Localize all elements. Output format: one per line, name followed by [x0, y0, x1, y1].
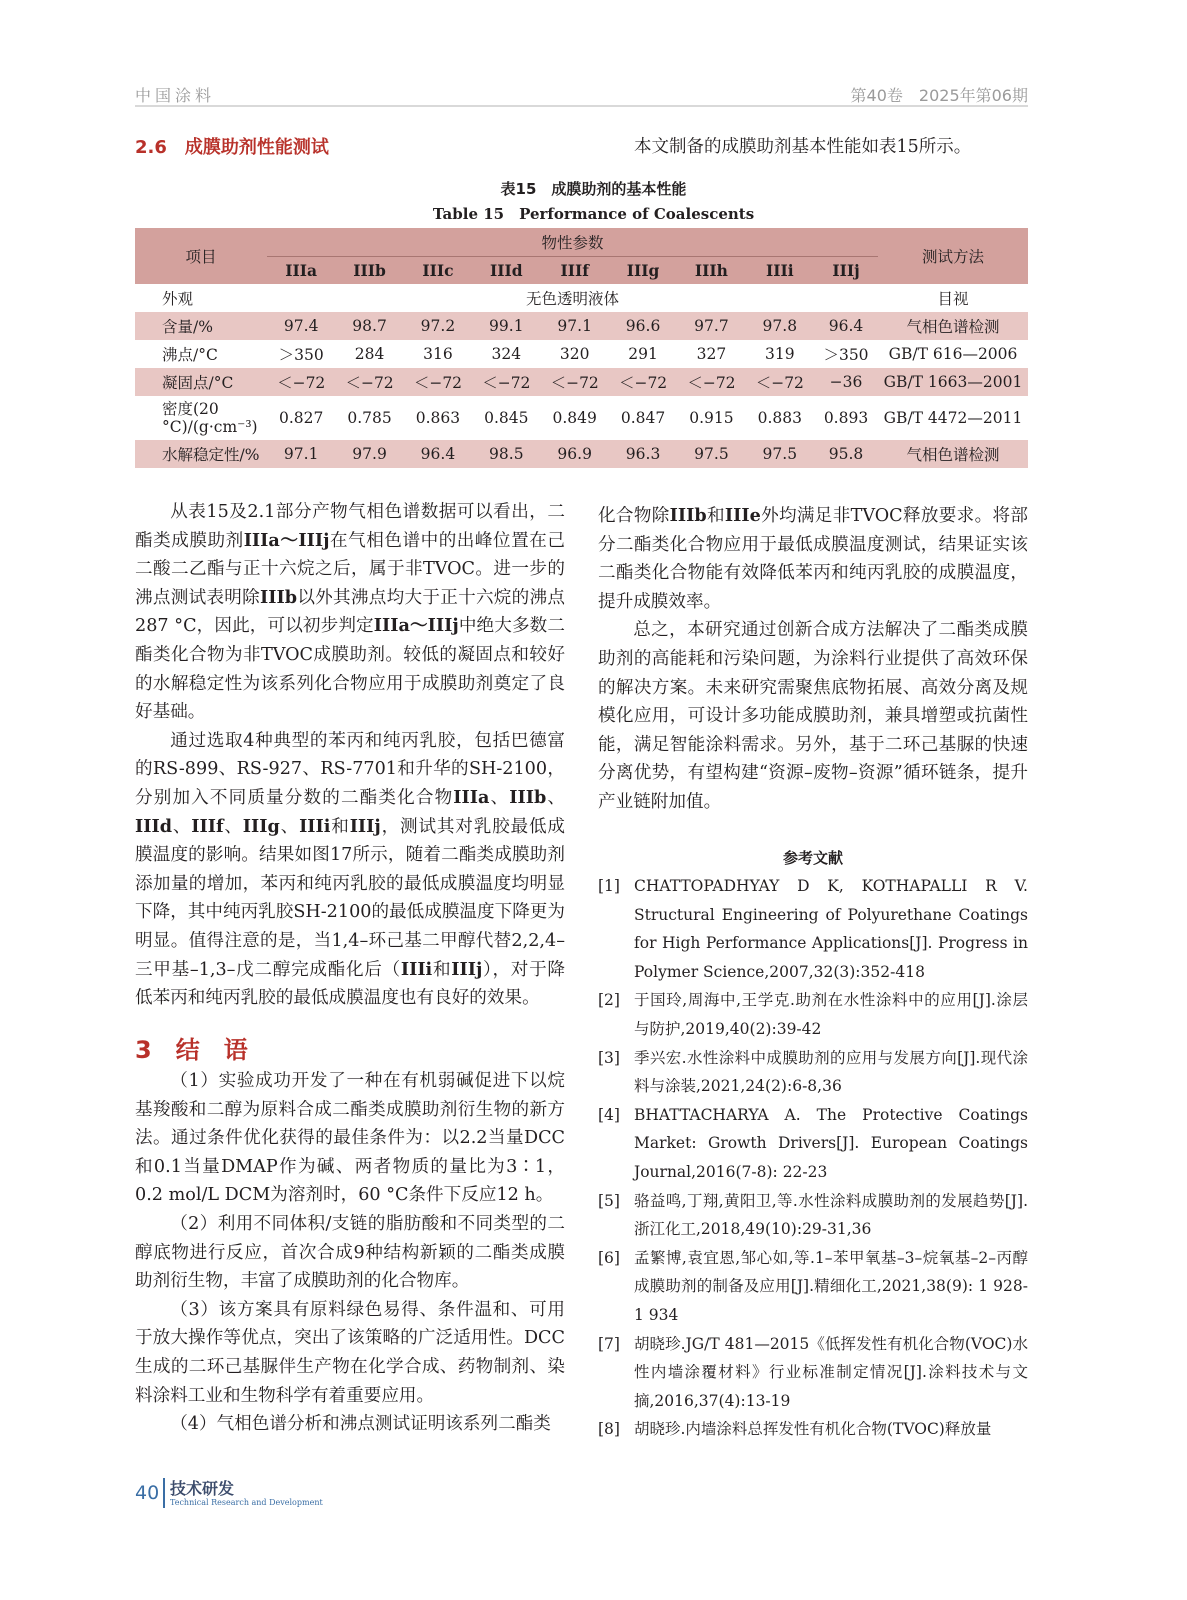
cell-value: 97.5	[746, 440, 814, 468]
cell-value: −36	[814, 368, 878, 396]
header-divider	[135, 105, 1028, 107]
reference-text: 季兴宏.水性涂料中成膜助剂的应用与发展方向[J].现代涂料与涂装,2021,24(2):6-8,36	[634, 1048, 1028, 1096]
cell-value: 324	[491, 345, 522, 363]
table-row	[135, 440, 1028, 468]
reference-item	[598, 872, 1028, 986]
row-method: GB/T 4472—2011	[883, 409, 1023, 427]
reference-number: [8]	[598, 1420, 620, 1439]
cell-value: ＜−72	[404, 368, 472, 396]
table-row	[135, 368, 1028, 396]
cell-value: 319	[765, 345, 795, 363]
header-item: 项目	[135, 228, 267, 284]
cell-value: ＜−72	[472, 368, 540, 396]
reference-text: 胡晓珍.内墙涂料总挥发性有机化合物(TVOC)释放量	[634, 1420, 992, 1439]
footer-bar	[163, 1478, 165, 1508]
cell-value: ＜−72	[335, 368, 403, 396]
page-number: 40	[135, 1482, 160, 1504]
reference-item	[598, 1101, 1028, 1187]
cell-value: ＜−72	[609, 368, 677, 396]
paragraph	[598, 616, 1028, 816]
cell-value: 316	[423, 345, 453, 363]
reference-number: [5]	[598, 1191, 620, 1210]
reference-item	[598, 1330, 1028, 1416]
paragraph	[135, 1067, 565, 1210]
row-label: 含量/%	[135, 312, 267, 340]
row-label: 密度(20 °C)/(g·cm⁻³)	[162, 400, 258, 436]
cell-value: 96.9	[541, 440, 609, 468]
conclusion-body	[135, 1067, 565, 1439]
cell-value: 97.1	[541, 312, 609, 340]
cell-value: 98.7	[335, 312, 403, 340]
cell-value: ＞350	[823, 346, 869, 364]
reference-text: 于国玲,周海中,王学克.助剂在水性涂料中的应用[J].涂层与防护,2019,40(2):39-42	[634, 991, 1028, 1038]
compound-label: IIIg	[242, 815, 280, 837]
text-run: 、	[546, 787, 565, 808]
row-method: 气相色谱检测	[878, 312, 1028, 340]
compound-label: IIIi	[400, 958, 433, 980]
text-run: （3）该方案具有原料绿色易得、条件温和、可用于放大操作等优点，突出了该策略的广泛适用性。DCC生成的二环己基脲伴生产物在化学合成、药物制剂、染料涂料工业和生物科学有着重要应用。	[135, 1299, 565, 1406]
table-caption-cn: 表15 成膜助剂的基本性能	[500, 180, 687, 198]
text-run: 和	[432, 959, 452, 980]
compound-label: IIIa～IIIj	[243, 529, 330, 551]
compound-label: IIIb	[509, 786, 547, 808]
cell-value: 0.915	[689, 409, 734, 427]
cell-value: 320	[559, 345, 590, 363]
paragraph	[598, 502, 1028, 616]
cell-value: 96.4	[404, 440, 472, 468]
text-run: 通过选取4种典型的苯丙和纯丙乳胶，包括巴德富的RS-899、RS-927、RS-7701和升华的SH-2100，分别加入不同质量分数的二酯类化合物	[135, 730, 565, 808]
cell-value: 97.1	[267, 440, 335, 468]
cell-value: 96.3	[609, 440, 677, 468]
cell-value: ＞350	[278, 346, 324, 364]
references-list	[598, 872, 1028, 1444]
cell-value: 96.6	[609, 312, 677, 340]
row-method: GB/T 616—2006	[888, 345, 1018, 363]
row-label: 凝固点/°C	[135, 368, 267, 396]
reference-number: [1]	[598, 877, 620, 895]
cell-value: 96.4	[814, 312, 878, 340]
cell-value: 0.863	[415, 409, 461, 427]
text-run: ，测试其对乳胶最低成膜温度的影响。结果如图17所示，随着二酯类成膜助剂添加量的增加，苯丙和纯丙乳胶的最低成膜温度均明显下降，其中纯丙乳胶SH-2100的最低成膜温度下降更为明显。值得注意的是，当1,4–环己基二甲醇代替2,2,4–三甲基–1,3–戊二醇完成酯化后（	[135, 816, 565, 980]
text-run: 在气相色谱中的出峰位置在己二酸二乙酯与正十六烷之后，属于非TVOC。进一步的沸点测试表明除	[135, 530, 565, 608]
appearance-label: 外观	[162, 290, 194, 308]
text-run: （1）实验成功开发了一种在有机弱碱促进下以烷基羧酸和二醇为原料合成二酯类成膜助剂衍生物的新方法。通过条件优化获得的最佳条件为：以2.2当量DCC和0.1当量DMAP作为碱、两者物质的量比为3∶1，0.2 mol/L DCM为溶剂时，60 °C条件下反应12 h。	[135, 1071, 565, 1206]
cell-value: 95.8	[814, 440, 878, 468]
cell-value: 99.1	[472, 312, 540, 340]
cell-value: 0.827	[279, 409, 324, 427]
compound-label: IIId	[135, 815, 172, 837]
cell-value: 97.4	[267, 312, 335, 340]
text-run: ），对于降低苯丙和纯丙乳胶的最低成膜温度也有良好的效果。	[135, 959, 566, 1009]
reference-item	[598, 1187, 1028, 1244]
text-run: （4）气相色谱分析和沸点测试证明该系列二酯类	[170, 1414, 551, 1435]
compound-header: IIIg	[609, 256, 677, 284]
reference-item	[598, 1244, 1028, 1330]
reference-text: CHATTOPADHYAY D K, KOTHAPALLI R V. Structural Engineering of Polyurethane Coatings for High Performance Applications[J]. Progress in Polymer Science,2007,32(3):352-418	[634, 877, 1028, 981]
appearance-method: 目视	[937, 290, 969, 308]
compound-header: IIIj	[814, 256, 878, 284]
cell-value: 0.883	[757, 409, 802, 427]
text-run: 、	[172, 816, 192, 837]
text-run: 和	[330, 816, 350, 837]
compound-header: IIId	[472, 256, 540, 284]
text-run: （2）利用不同体积/支链的脂肪酸和不同类型的二醇底物进行反应，首次合成9种结构新颖的二酯类成膜助剂衍生物，丰富了成膜助剂的化合物库。	[135, 1213, 565, 1292]
table-row	[135, 312, 1028, 340]
row-label: 水解稳定性/%	[135, 440, 267, 468]
compound-header: IIIc	[404, 256, 472, 284]
issue-info: 第40卷 2025年第06期	[850, 86, 1028, 105]
reference-text: 孟繁博,袁宜恩,邹心如,等.1–苯甲氧基–3–烷氧基–2–丙醇成膜助剂的制备及应用[J].精细化工,2021,38(9): 1 928-1 934	[634, 1248, 1028, 1324]
cell-value: 97.5	[677, 440, 745, 468]
cell-value: 291	[628, 345, 658, 363]
header-group: 物性参数	[267, 228, 878, 256]
reference-text: 骆益鸣,丁翔,黄阳卫,等.水性涂料成膜助剂的发展趋势[J].浙江化工,2018,49(10):29-31,36	[634, 1191, 1028, 1239]
reference-number: [4]	[598, 1105, 620, 1124]
compound-label: IIIe	[724, 505, 761, 526]
cell-value: 97.7	[677, 312, 745, 340]
references-title: 参考文献	[782, 849, 843, 867]
compound-label: IIIi	[299, 815, 331, 837]
cell-value: 0.849	[552, 409, 597, 427]
cell-value: 0.785	[347, 409, 392, 427]
compound-label: IIIf	[191, 815, 224, 837]
reference-text: BHATTACHARYA A. The Protective Coatings Market: Growth Drivers[J]. European Coatings Journal,2016(7-8): 22-23	[634, 1105, 1028, 1181]
text-run: 化合物除	[598, 506, 670, 526]
reference-item	[598, 1415, 1028, 1444]
reference-item	[598, 1044, 1028, 1101]
cell-value: 97.9	[335, 440, 403, 468]
compound-label: IIIb	[260, 586, 298, 608]
cell-value: ＜−72	[746, 368, 814, 396]
cell-value: ＜−72	[541, 368, 609, 396]
cell-value: 98.5	[472, 440, 540, 468]
text-run: 、	[279, 816, 300, 837]
paragraph	[135, 727, 565, 1013]
section-heading-2-6: 2.6 成膜助剂性能测试	[135, 137, 329, 158]
text-run: 、	[489, 787, 510, 808]
cell-value: ＜−72	[267, 368, 335, 396]
reference-item	[598, 986, 1028, 1043]
text-run: 以外其沸点均大于正十六烷的沸点287 °C，因此，可以初步判定	[135, 587, 565, 637]
text-run: 和	[706, 506, 725, 526]
journal-name: 中国涂料	[135, 86, 216, 105]
cell-value: 0.847	[620, 409, 666, 427]
paragraph	[135, 1210, 565, 1296]
row-method: 气相色谱检测	[878, 440, 1028, 468]
compound-header: IIIb	[335, 256, 403, 284]
table-row	[135, 340, 1028, 368]
compound-header: IIIh	[677, 256, 745, 284]
table-row	[135, 396, 1028, 440]
row-method: GB/T 1663—2001	[878, 368, 1028, 396]
cell-value: 97.8	[746, 312, 814, 340]
compound-label: IIIj	[349, 815, 381, 837]
paragraph	[135, 1296, 565, 1410]
right-column	[598, 502, 1028, 817]
compound-label: IIIb	[669, 505, 707, 526]
compound-label: IIIj	[451, 958, 483, 980]
compound-label: IIIa～IIIj	[373, 615, 459, 637]
appearance-value: 无色透明液体	[525, 290, 619, 308]
footer-section-en: Technical Research and Development	[170, 1498, 323, 1507]
reference-number: [6]	[598, 1248, 620, 1267]
table-intro-text: 本文制备的成膜助剂基本性能如表15所示。	[634, 137, 972, 157]
text-run: 从表15及2.1部分产物气相色谱数据可以看出，二酯类成膜助剂	[135, 502, 565, 551]
section-heading-3: 3 结 语	[135, 1036, 248, 1064]
cell-value: 0.893	[823, 409, 869, 427]
performance-table	[135, 228, 1028, 468]
reference-number: [2]	[598, 991, 620, 1010]
paragraph	[135, 1410, 565, 1439]
cell-value: 97.2	[404, 312, 472, 340]
left-column	[135, 498, 565, 1013]
compound-header: IIIf	[541, 256, 609, 284]
paragraph	[135, 498, 565, 727]
row-label: 沸点/°C	[162, 346, 218, 364]
table-caption-en: Table 15 Performance of Coalescents	[432, 205, 755, 223]
text-run: 外均满足非TVOC释放要求。将部分二酯类化合物应用于最低成膜温度测试，结果证实该二酯类化合物能有效降低苯丙和纯丙乳胶的成膜温度，提升成膜效率。	[598, 506, 1028, 612]
compound-header: IIIi	[746, 256, 814, 284]
reference-text: 胡晓珍.JG/T 481—2015《低挥发性有机化合物(VOC)水性内墙涂覆材料》行业标准制定情况[J].涂料技术与文摘,2016,37(4):13-19	[634, 1334, 1028, 1410]
header-method: 测试方法	[878, 228, 1028, 284]
compound-header: IIIa	[267, 256, 335, 284]
cell-value: ＜−72	[677, 368, 745, 396]
reference-number: [7]	[598, 1334, 620, 1353]
text-run: 中绝大多数二酯类化合物为非TVOC成膜助剂。较低的凝固点和较好的水解稳定性为该系列化合物应用于成膜助剂奠定了良好基础。	[135, 616, 565, 723]
reference-number: [3]	[598, 1048, 620, 1067]
cell-value: 284	[354, 345, 385, 363]
text-run: 、	[223, 816, 243, 837]
cell-value: 327	[696, 345, 727, 363]
footer-section-cn: 技术研发	[170, 1479, 235, 1498]
text-run: 总之，本研究通过创新合成方法解决了二酯类成膜助剂的高能耗和污染问题，为涂料行业提供了高效环保的解决方案。未来研究需聚焦底物拓展、高效分离及规模化应用，可设计多功能成膜助剂，兼具增塑或抗菌性能，满足智能涂料需求。另外，基于二环己基脲的快速分离优势，有望构建“资源–废物–资源”循环链条，提升产业链附加值。	[598, 620, 1028, 812]
cell-value: 0.845	[484, 409, 529, 427]
compound-label: IIIa	[453, 786, 490, 808]
